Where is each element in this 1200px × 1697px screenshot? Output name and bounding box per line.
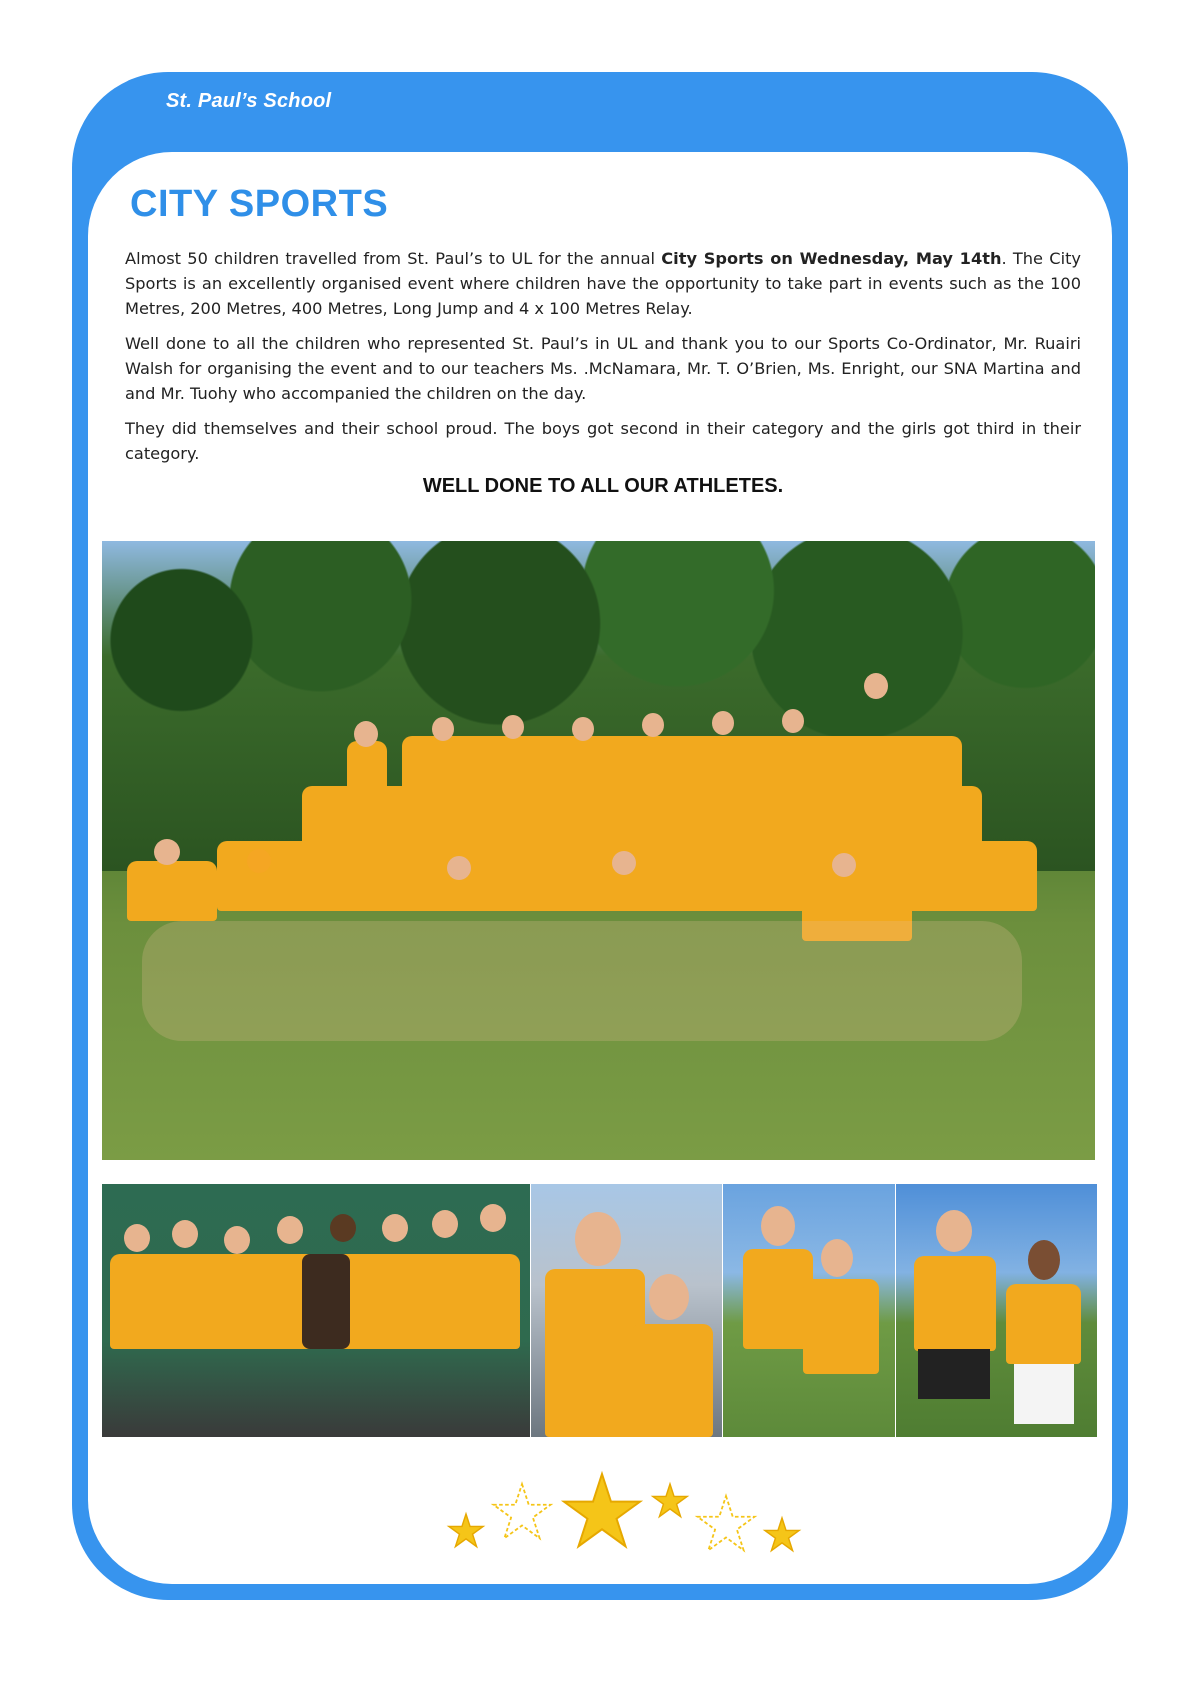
closing-line: WELL DONE TO ALL OUR ATHLETES. — [422, 475, 784, 497]
child-figure — [127, 861, 217, 921]
child-head — [124, 1224, 150, 1252]
team-photo-4 — [896, 1184, 1097, 1437]
dark-jersey — [302, 1254, 350, 1349]
child-head — [432, 717, 454, 741]
article-title: CITY SPORTS — [130, 183, 389, 225]
blurred-face — [247, 849, 271, 873]
child-head — [832, 853, 856, 877]
child-head — [782, 709, 804, 733]
child-head — [575, 1212, 621, 1266]
paragraph-1: Almost 50 children travelled from St. Paul’s to UL for the annual City Sports on Wednesday, May 14th. The City Sports is an excellently organised event where children have the opportunity to take part in events such as the 100 Metres, 200 Metres, 400 Metres, Long Jump and 4 x 100 Metres Relay. — [125, 249, 1082, 318]
paragraph-3: They did themselves and their school proud. The boys got second in their category and the girls got third in their category. — [125, 419, 1081, 463]
child-head — [330, 1214, 356, 1242]
child-figure — [302, 786, 982, 846]
child-head — [864, 673, 888, 699]
child-head — [447, 856, 471, 880]
star-icon — [449, 1514, 483, 1547]
child-head — [761, 1206, 795, 1246]
child-figure — [631, 1324, 713, 1437]
child-head — [936, 1210, 972, 1252]
star-icon — [653, 1484, 687, 1517]
child-head — [821, 1239, 853, 1277]
child-head — [382, 1214, 408, 1242]
star-icon — [765, 1518, 799, 1551]
child-head — [224, 1226, 250, 1254]
child-head — [172, 1220, 198, 1248]
child-head — [354, 721, 378, 747]
star-icon — [564, 1474, 640, 1546]
decorative-stars — [440, 1470, 810, 1570]
child-figure — [914, 1256, 996, 1351]
child-head — [642, 713, 664, 737]
group-photo — [102, 541, 1095, 1160]
child-head — [154, 839, 180, 865]
event-date: City Sports on Wednesday, May 14th — [661, 249, 1002, 268]
child-head — [572, 717, 594, 741]
seated-front-row — [142, 921, 1022, 1041]
school-name: St. Paul’s School — [166, 90, 332, 112]
child-head — [712, 711, 734, 735]
child-head — [277, 1216, 303, 1244]
child-figure — [545, 1269, 645, 1437]
child-head — [612, 851, 636, 875]
child-head — [502, 715, 524, 739]
child-head — [432, 1210, 458, 1238]
team-photo-3 — [723, 1184, 895, 1437]
child-head — [1028, 1240, 1060, 1280]
child-figure — [803, 1279, 879, 1374]
team-photo-1 — [102, 1184, 530, 1437]
child-figure — [1006, 1284, 1081, 1364]
star-outline-icon — [493, 1484, 550, 1538]
child-head — [480, 1204, 506, 1232]
article-body — [125, 246, 1081, 476]
shorts — [1014, 1364, 1074, 1424]
child-head — [649, 1274, 689, 1320]
paragraph-2: Well done to all the children who represented St. Paul’s in UL and thank you to our Sports Co-Ordinator, Mr. Ruairi Walsh for organising the event and to our teachers Ms. .McNamara, Mr. T. O’Brien, Ms. Enright, our SNA Martina and and Mr. Tuohy who accompanied the children on the day. — [125, 334, 1081, 403]
team-photo-2 — [531, 1184, 722, 1437]
star-outline-icon — [697, 1496, 754, 1550]
shorts — [918, 1349, 990, 1399]
